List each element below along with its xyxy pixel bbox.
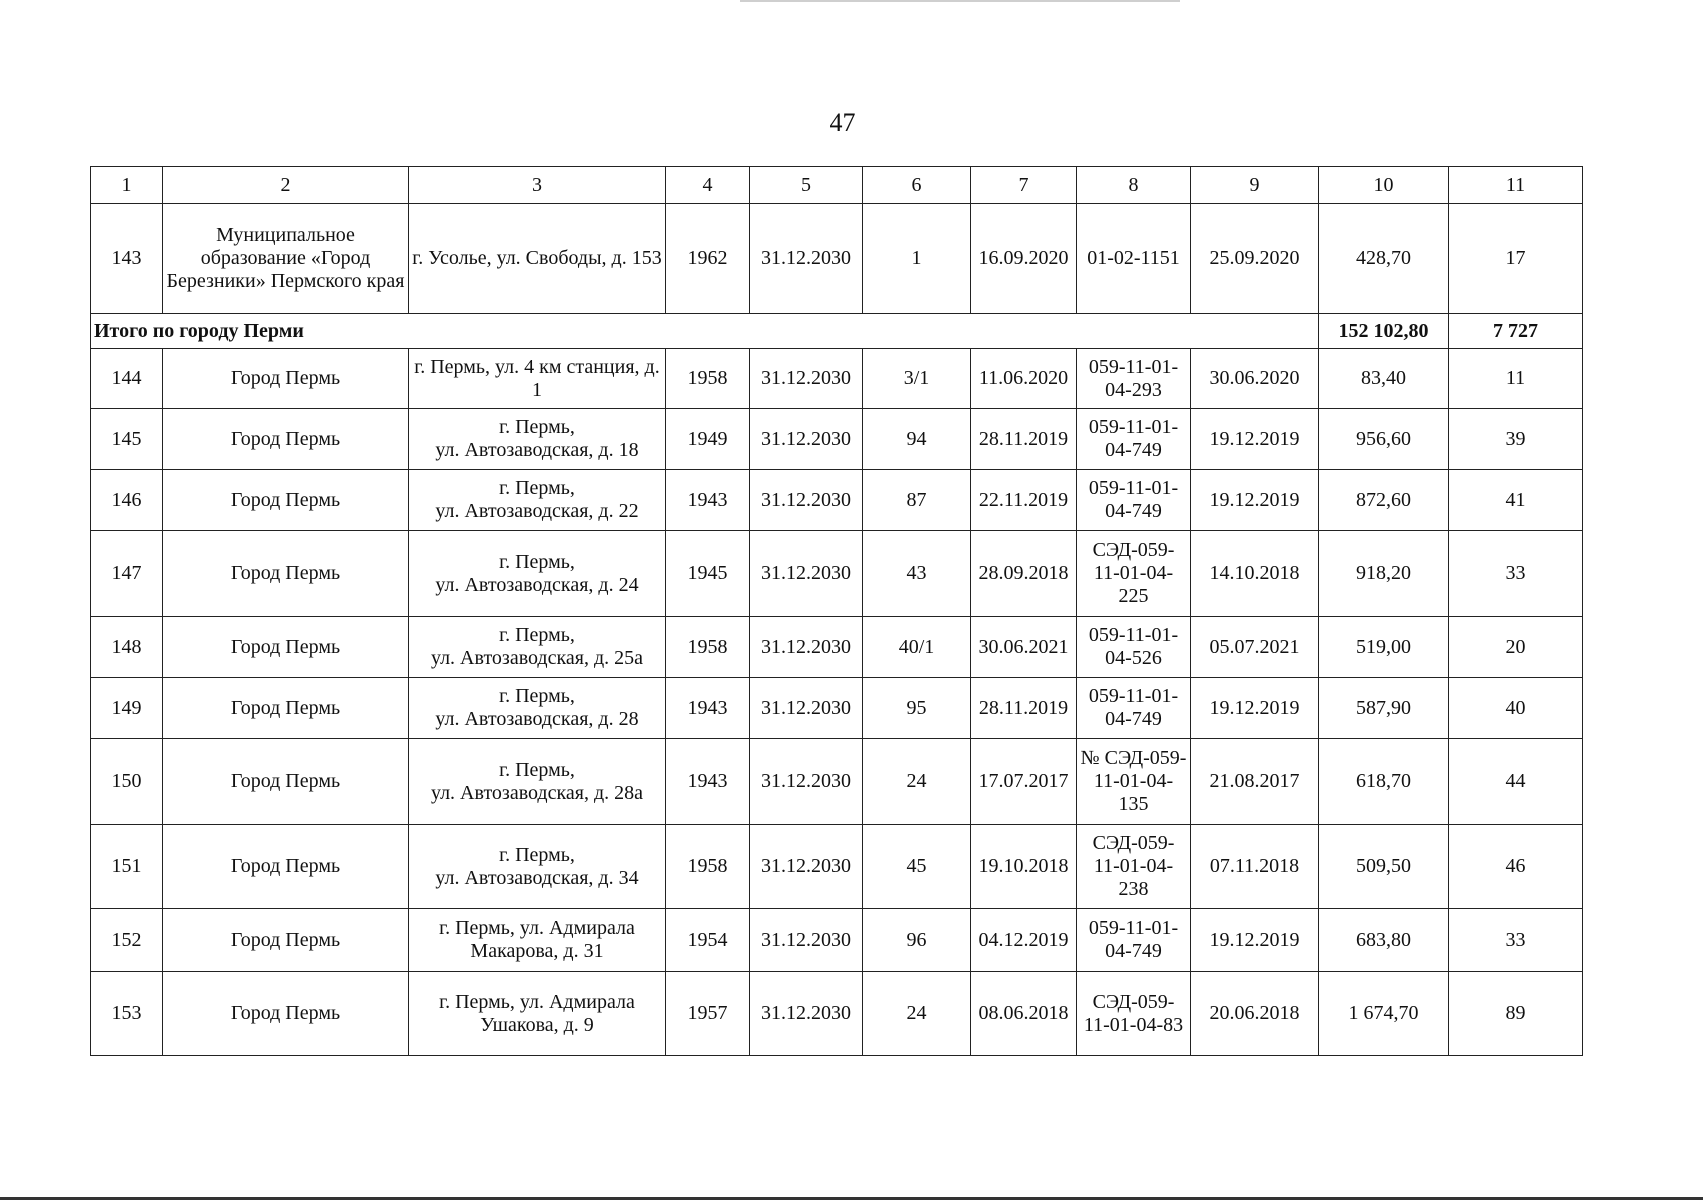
cell-reg-no: 059-11-01-04-749 bbox=[1077, 909, 1191, 972]
cell-num: 148 bbox=[91, 617, 163, 678]
address-line: г. Пермь, bbox=[499, 477, 575, 499]
column-header: 7 bbox=[971, 167, 1077, 204]
cell-doc-no: 87 bbox=[863, 470, 971, 531]
cell-residents: 33 bbox=[1449, 909, 1583, 972]
column-header: 2 bbox=[163, 167, 409, 204]
table-row bbox=[91, 909, 1583, 972]
total-residents: 7 727 bbox=[1449, 314, 1583, 349]
column-header: 6 bbox=[863, 167, 971, 204]
cell-doc-no: 24 bbox=[863, 972, 971, 1056]
address-line: ул. Автозаводская, д. 25а bbox=[430, 647, 644, 669]
cell-doc-no: 1 bbox=[863, 204, 971, 314]
cell-year: 1957 bbox=[666, 972, 750, 1056]
cell-municipality: Город Пермь bbox=[163, 349, 409, 409]
cell-municipality: Муниципальное образование «Город Березники» Пермского края bbox=[163, 204, 409, 314]
cell-reg-date: 19.12.2019 bbox=[1191, 470, 1319, 531]
cell-address bbox=[409, 617, 666, 678]
address-line: ул. Автозаводская, д. 18 bbox=[435, 439, 639, 461]
total-row bbox=[91, 314, 1583, 349]
cell-num: 145 bbox=[91, 409, 163, 470]
cell-year: 1945 bbox=[666, 531, 750, 617]
cell-reg-date: 14.10.2018 bbox=[1191, 531, 1319, 617]
cell-doc-no: 45 bbox=[863, 825, 971, 909]
table-row bbox=[91, 739, 1583, 825]
cell-year: 1943 bbox=[666, 470, 750, 531]
cell-doc-no: 94 bbox=[863, 409, 971, 470]
cell-doc-date: 17.07.2017 bbox=[971, 739, 1077, 825]
cell-address bbox=[409, 531, 666, 617]
cell-reg-date: 19.12.2019 bbox=[1191, 678, 1319, 739]
column-header: 8 bbox=[1077, 167, 1191, 204]
cell-deadline: 31.12.2030 bbox=[750, 409, 863, 470]
cell-num: 150 bbox=[91, 739, 163, 825]
cell-area: 519,00 bbox=[1319, 617, 1449, 678]
cell-doc-no: 95 bbox=[863, 678, 971, 739]
table-row bbox=[91, 617, 1583, 678]
cell-address: г. Пермь, ул. 4 км станция, д. 1 bbox=[409, 349, 666, 409]
cell-reg-date: 21.08.2017 bbox=[1191, 739, 1319, 825]
cell-address bbox=[409, 470, 666, 531]
cell-doc-date: 30.06.2021 bbox=[971, 617, 1077, 678]
cell-deadline: 31.12.2030 bbox=[750, 678, 863, 739]
cell-reg-no: СЭД-059-11-01-04-83 bbox=[1077, 972, 1191, 1056]
cell-year: 1943 bbox=[666, 678, 750, 739]
cell-area: 509,50 bbox=[1319, 825, 1449, 909]
cell-num: 152 bbox=[91, 909, 163, 972]
cell-reg-date: 07.11.2018 bbox=[1191, 825, 1319, 909]
cell-year: 1962 bbox=[666, 204, 750, 314]
cell-doc-date: 28.11.2019 bbox=[971, 409, 1077, 470]
cell-address: г. Пермь, ул. Адмирала Ушакова, д. 9 bbox=[409, 972, 666, 1056]
cell-year: 1949 bbox=[666, 409, 750, 470]
cell-address bbox=[409, 739, 666, 825]
cell-num: 147 bbox=[91, 531, 163, 617]
table-row bbox=[91, 409, 1583, 470]
cell-reg-date: 20.06.2018 bbox=[1191, 972, 1319, 1056]
cell-residents: 39 bbox=[1449, 409, 1583, 470]
cell-num: 149 bbox=[91, 678, 163, 739]
cell-residents: 20 bbox=[1449, 617, 1583, 678]
cell-doc-date: 28.11.2019 bbox=[971, 678, 1077, 739]
cell-residents: 46 bbox=[1449, 825, 1583, 909]
cell-area: 918,20 bbox=[1319, 531, 1449, 617]
cell-year: 1958 bbox=[666, 617, 750, 678]
address-line: ул. Автозаводская, д. 28 bbox=[435, 708, 639, 730]
address-line: ул. Автозаводская, д. 22 bbox=[435, 500, 639, 522]
table-row bbox=[91, 470, 1583, 531]
cell-deadline: 31.12.2030 bbox=[750, 909, 863, 972]
cell-municipality: Город Пермь bbox=[163, 409, 409, 470]
cell-residents: 11 bbox=[1449, 349, 1583, 409]
column-header: 3 bbox=[409, 167, 666, 204]
table-row bbox=[91, 204, 1583, 314]
scan-artifact-line bbox=[740, 0, 1180, 2]
table-row bbox=[91, 678, 1583, 739]
column-header: 11 bbox=[1449, 167, 1583, 204]
address-line: г. Пермь, bbox=[499, 685, 575, 707]
cell-address: г. Пермь, ул. Адмирала Макарова, д. 31 bbox=[409, 909, 666, 972]
table-row bbox=[91, 825, 1583, 909]
cell-year: 1958 bbox=[666, 349, 750, 409]
table-row bbox=[91, 972, 1583, 1056]
page-number: 47 bbox=[829, 108, 856, 137]
cell-reg-no: 059-11-01-04-293 bbox=[1077, 349, 1191, 409]
housing-register-table bbox=[90, 166, 1583, 1056]
cell-reg-no: СЭД-059-11-01-04-225 bbox=[1077, 531, 1191, 617]
column-header: 5 bbox=[750, 167, 863, 204]
cell-municipality: Город Пермь bbox=[163, 739, 409, 825]
cell-municipality: Город Пермь bbox=[163, 531, 409, 617]
cell-doc-no: 40/1 bbox=[863, 617, 971, 678]
cell-reg-date: 05.07.2021 bbox=[1191, 617, 1319, 678]
cell-num: 153 bbox=[91, 972, 163, 1056]
address-line: ул. Автозаводская, д. 24 bbox=[435, 573, 639, 596]
cell-deadline: 31.12.2030 bbox=[750, 349, 863, 409]
cell-doc-date: 19.10.2018 bbox=[971, 825, 1077, 909]
cell-residents: 17 bbox=[1449, 204, 1583, 314]
cell-address bbox=[409, 825, 666, 909]
column-header: 4 bbox=[666, 167, 750, 204]
address-line: ул. Автозаводская, д. 34 bbox=[435, 866, 639, 889]
cell-residents: 33 bbox=[1449, 531, 1583, 617]
address-line: г. Пермь, bbox=[499, 758, 575, 781]
cell-year: 1958 bbox=[666, 825, 750, 909]
cell-year: 1943 bbox=[666, 739, 750, 825]
table-row bbox=[91, 531, 1583, 617]
cell-reg-no: 059-11-01-04-526 bbox=[1077, 617, 1191, 678]
cell-num: 146 bbox=[91, 470, 163, 531]
address-line: г. Пермь, bbox=[499, 843, 575, 866]
cell-address bbox=[409, 678, 666, 739]
address-line: г. Пермь, bbox=[499, 416, 575, 438]
column-header: 10 bbox=[1319, 167, 1449, 204]
cell-reg-date: 19.12.2019 bbox=[1191, 909, 1319, 972]
cell-area: 618,70 bbox=[1319, 739, 1449, 825]
address-line: ул. Автозаводская, д. 28а bbox=[430, 781, 644, 804]
cell-area: 587,90 bbox=[1319, 678, 1449, 739]
cell-municipality: Город Пермь bbox=[163, 825, 409, 909]
cell-reg-no: 01-02-1151 bbox=[1077, 204, 1191, 314]
cell-municipality: Город Пермь bbox=[163, 678, 409, 739]
cell-doc-date: 11.06.2020 bbox=[971, 349, 1077, 409]
cell-reg-no: 059-11-01-04-749 bbox=[1077, 678, 1191, 739]
cell-num: 144 bbox=[91, 349, 163, 409]
cell-municipality: Город Пермь bbox=[163, 470, 409, 531]
cell-year: 1954 bbox=[666, 909, 750, 972]
column-header: 9 bbox=[1191, 167, 1319, 204]
cell-reg-no: СЭД-059-11-01-04-238 bbox=[1077, 825, 1191, 909]
address-line: г. Пермь, bbox=[499, 550, 575, 573]
cell-municipality: Город Пермь bbox=[163, 972, 409, 1056]
cell-area: 683,80 bbox=[1319, 909, 1449, 972]
column-header: 1 bbox=[91, 167, 163, 204]
cell-deadline: 31.12.2030 bbox=[750, 739, 863, 825]
cell-num: 143 bbox=[91, 204, 163, 314]
cell-area: 83,40 bbox=[1319, 349, 1449, 409]
cell-address bbox=[409, 409, 666, 470]
cell-address: г. Усолье, ул. Свободы, д. 153 bbox=[409, 204, 666, 314]
cell-doc-date: 22.11.2019 bbox=[971, 470, 1077, 531]
total-label: Итого по городу Перми bbox=[91, 314, 1319, 349]
cell-doc-date: 28.09.2018 bbox=[971, 531, 1077, 617]
cell-deadline: 31.12.2030 bbox=[750, 470, 863, 531]
cell-residents: 44 bbox=[1449, 739, 1583, 825]
cell-area: 428,70 bbox=[1319, 204, 1449, 314]
table-row bbox=[91, 349, 1583, 409]
cell-doc-no: 43 bbox=[863, 531, 971, 617]
cell-deadline: 31.12.2030 bbox=[750, 531, 863, 617]
cell-deadline: 31.12.2030 bbox=[750, 617, 863, 678]
cell-area: 1 674,70 bbox=[1319, 972, 1449, 1056]
total-area: 152 102,80 bbox=[1319, 314, 1449, 349]
address-line: г. Пермь, bbox=[499, 624, 575, 646]
cell-reg-no: 059-11-01-04-749 bbox=[1077, 409, 1191, 470]
cell-doc-no: 24 bbox=[863, 739, 971, 825]
cell-reg-no: № СЭД-059-11-01-04-135 bbox=[1077, 739, 1191, 825]
column-number-header-row bbox=[91, 167, 1583, 204]
cell-area: 872,60 bbox=[1319, 470, 1449, 531]
cell-reg-date: 30.06.2020 bbox=[1191, 349, 1319, 409]
cell-residents: 89 bbox=[1449, 972, 1583, 1056]
cell-residents: 40 bbox=[1449, 678, 1583, 739]
cell-reg-date: 19.12.2019 bbox=[1191, 409, 1319, 470]
cell-doc-date: 16.09.2020 bbox=[971, 204, 1077, 314]
cell-deadline: 31.12.2030 bbox=[750, 204, 863, 314]
cell-municipality: Город Пермь bbox=[163, 617, 409, 678]
cell-municipality: Город Пермь bbox=[163, 909, 409, 972]
cell-num: 151 bbox=[91, 825, 163, 909]
cell-doc-no: 3/1 bbox=[863, 349, 971, 409]
cell-doc-date: 08.06.2018 bbox=[971, 972, 1077, 1056]
cell-reg-date: 25.09.2020 bbox=[1191, 204, 1319, 314]
cell-deadline: 31.12.2030 bbox=[750, 972, 863, 1056]
cell-area: 956,60 bbox=[1319, 409, 1449, 470]
cell-residents: 41 bbox=[1449, 470, 1583, 531]
cell-doc-date: 04.12.2019 bbox=[971, 909, 1077, 972]
cell-doc-no: 96 bbox=[863, 909, 971, 972]
cell-reg-no: 059-11-01-04-749 bbox=[1077, 470, 1191, 531]
cell-deadline: 31.12.2030 bbox=[750, 825, 863, 909]
